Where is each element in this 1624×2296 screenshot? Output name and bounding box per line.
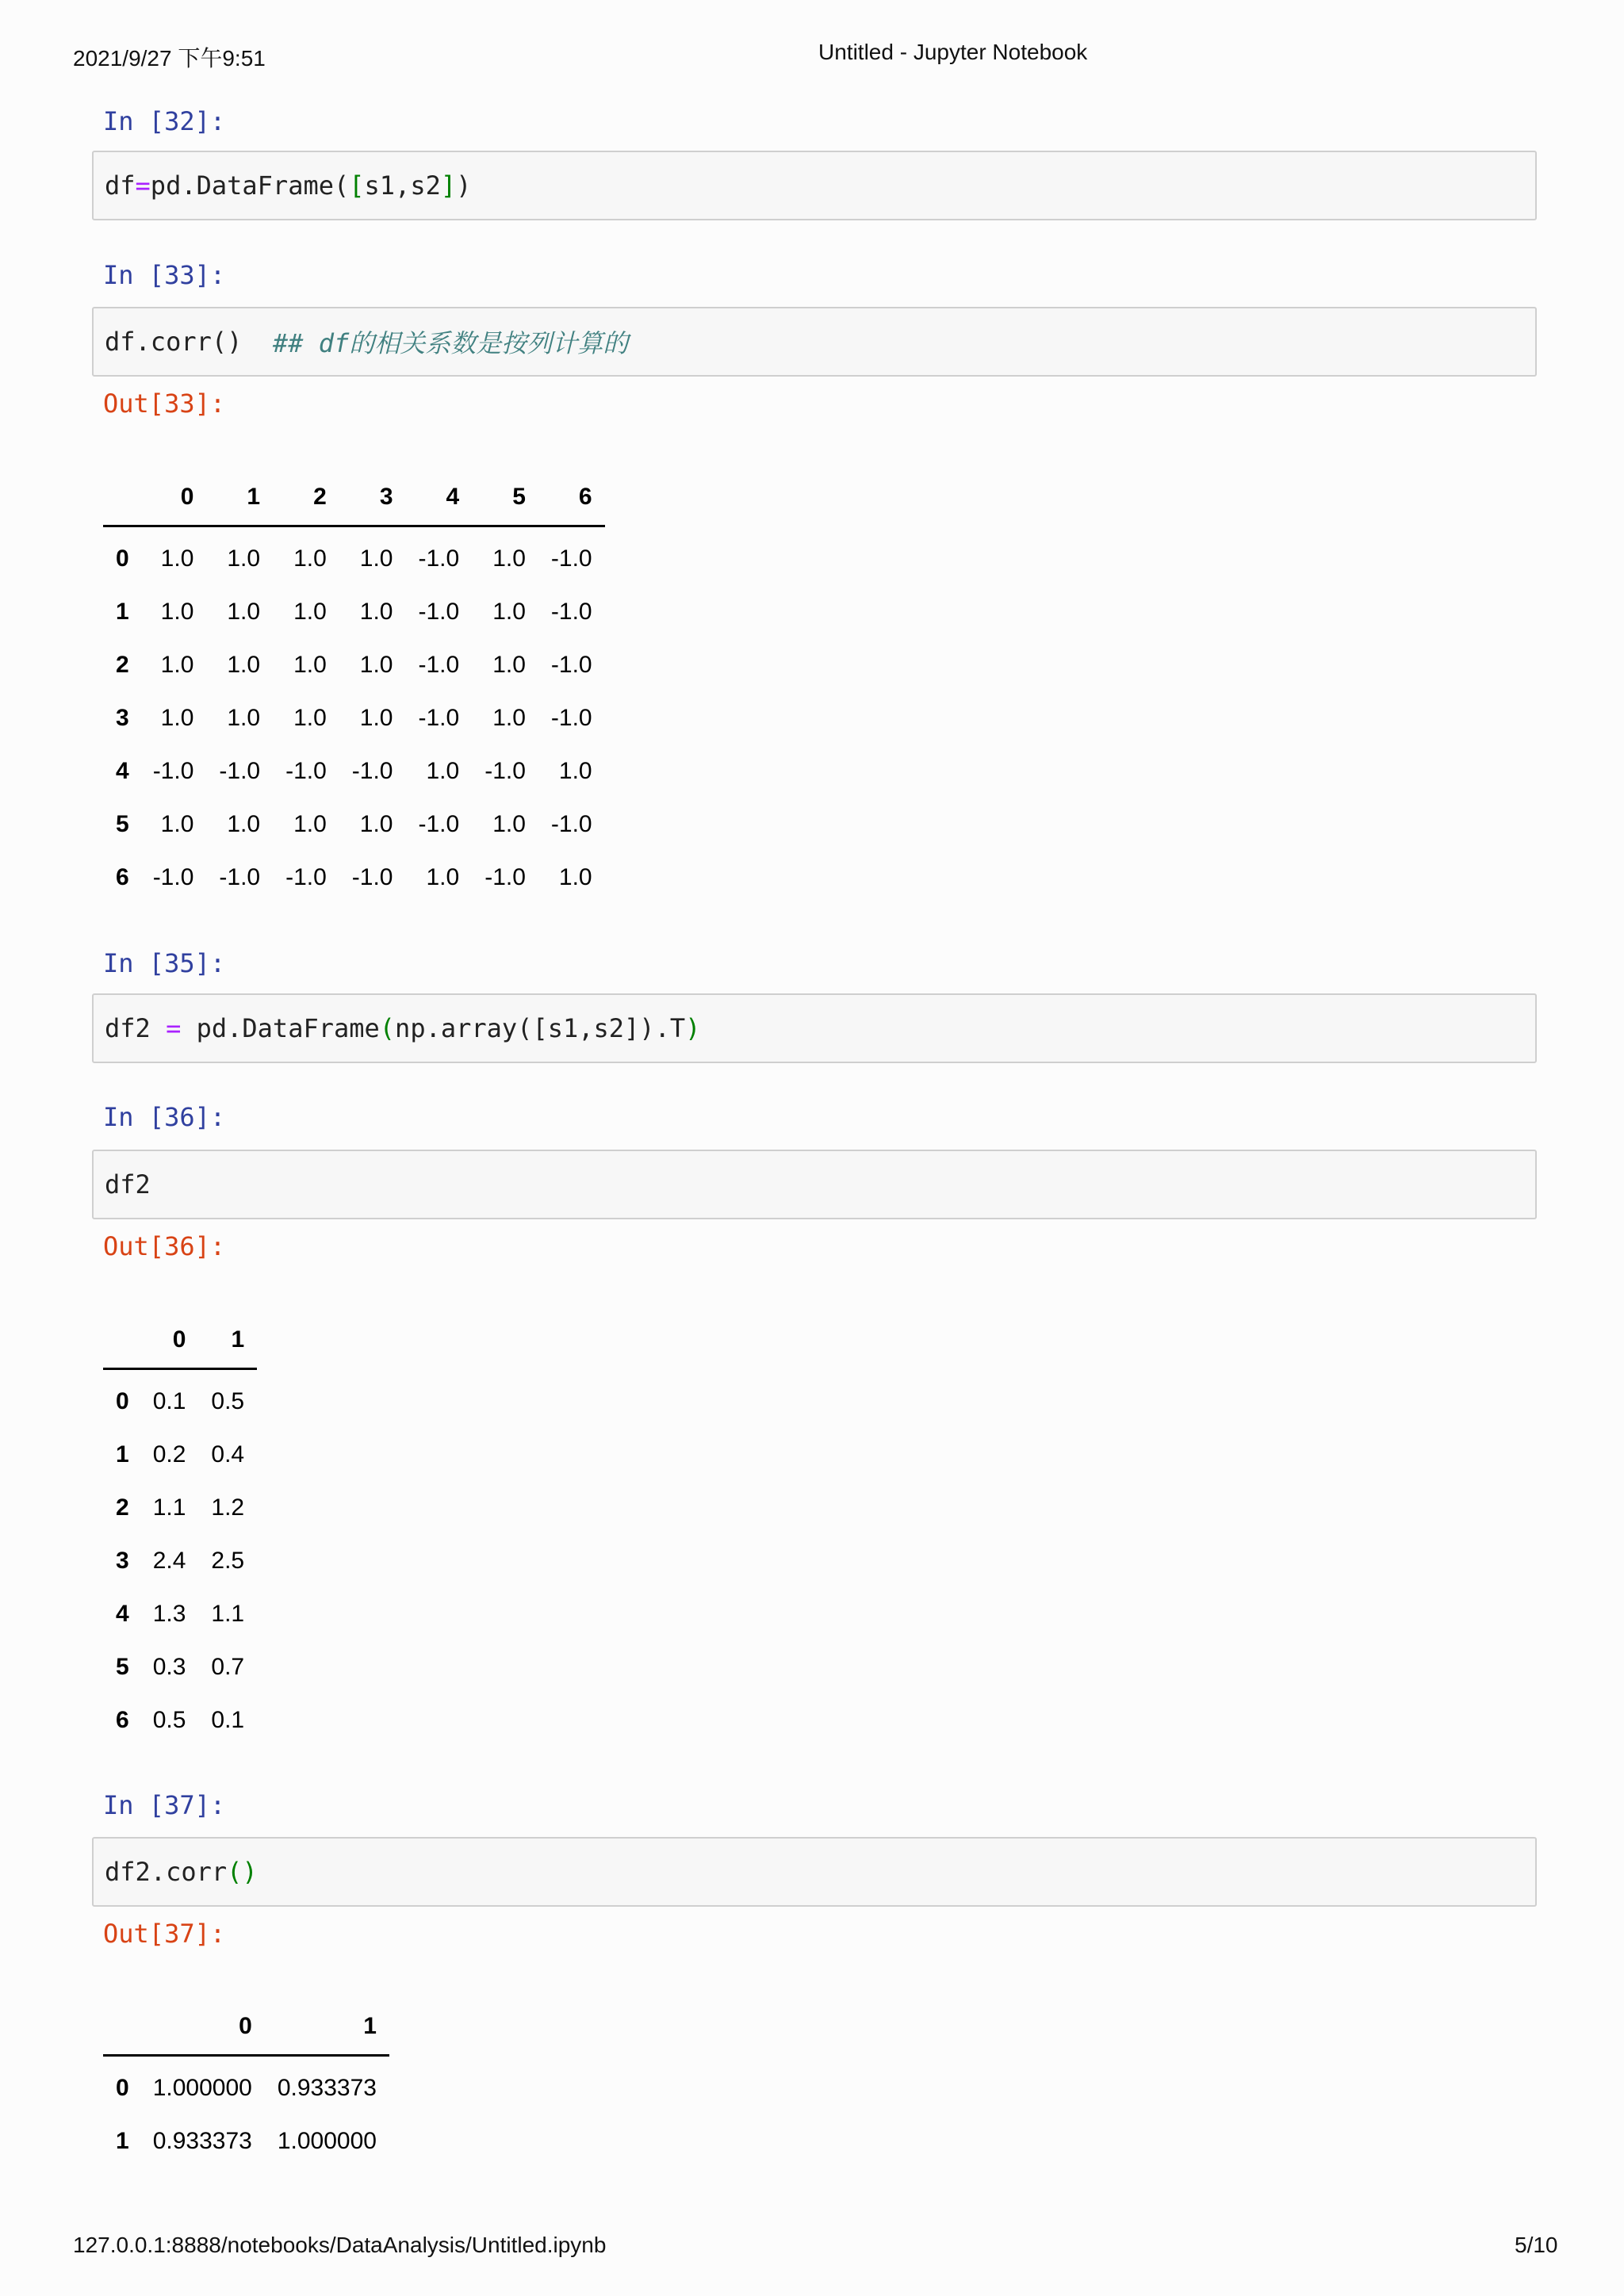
table-cell: 1.3 — [152, 1600, 186, 1627]
input-prompt: In [33]: — [103, 260, 226, 290]
table-cell: 1.0 — [492, 545, 526, 572]
input-prompt: In [37]: — [103, 1790, 226, 1820]
row-index: 5 — [116, 810, 129, 837]
table-row — [103, 1640, 257, 1693]
table-cell: -1.0 — [418, 810, 460, 837]
code-token: pd.DataFrame — [181, 1013, 380, 1043]
code-token: ( — [379, 1013, 396, 1043]
table-cell: 1.0 — [227, 810, 261, 837]
column-header: 6 — [538, 469, 605, 526]
table-cell: 0.5 — [152, 1706, 186, 1733]
table-cell: 0.2 — [152, 1441, 186, 1468]
code-cell[interactable] — [92, 151, 1537, 220]
row-index: 4 — [116, 1600, 129, 1627]
column-header: 3 — [339, 469, 406, 526]
table-cell: -1.0 — [485, 863, 526, 890]
row-index: 0 — [116, 2074, 129, 2101]
table-cell: 1.0 — [492, 810, 526, 837]
input-prompt: In [35]: — [103, 948, 226, 978]
table-cell: 1.0 — [492, 598, 526, 625]
print-datetime: 2021/9/27 下午9:51 — [73, 46, 266, 71]
code-token: s1,s2 — [364, 170, 441, 201]
table-row — [103, 1369, 257, 1429]
table-cell: 1.0 — [293, 545, 327, 572]
table-cell: 1.0 — [492, 651, 526, 678]
print-page-number: 5/10 — [1515, 2233, 1558, 2257]
table-cell: 1.2 — [211, 1494, 245, 1521]
table-cell: -1.0 — [418, 598, 460, 625]
table-cell: 0.1 — [152, 1387, 186, 1414]
table-cell: 0.933373 — [152, 2127, 252, 2154]
row-index: 1 — [116, 598, 129, 625]
code-cell[interactable] — [92, 307, 1537, 377]
row-index: 3 — [116, 1547, 129, 1574]
row-index: 3 — [116, 704, 129, 731]
table-row — [103, 798, 605, 851]
table-cell: -1.0 — [550, 598, 592, 625]
table-corner — [103, 1999, 140, 2056]
table-cell: -1.0 — [418, 651, 460, 678]
table-row — [103, 744, 605, 798]
table-row — [103, 1534, 257, 1587]
row-index: 6 — [116, 1706, 129, 1733]
row-index: 4 — [116, 757, 129, 784]
table-cell: 1.0 — [426, 757, 460, 784]
table-cell: 1.0 — [359, 545, 393, 572]
table-row — [103, 851, 605, 904]
table-cell: 1.0 — [293, 810, 327, 837]
table-cell: 1.1 — [211, 1600, 245, 1627]
table-cell: 1.0 — [359, 704, 393, 731]
code-token: ) — [685, 1013, 701, 1043]
table-cell: 0.3 — [152, 1653, 186, 1680]
column-header: 5 — [472, 469, 538, 526]
code-cell[interactable] — [92, 993, 1537, 1063]
table-cell: -1.0 — [351, 757, 393, 784]
table-row — [103, 526, 605, 586]
code-cell[interactable] — [92, 1837, 1537, 1907]
code-token: = — [135, 170, 151, 201]
table-cell: 0.933373 — [277, 2074, 377, 2101]
code-token: df — [105, 170, 136, 201]
row-index: 1 — [116, 1441, 129, 1468]
input-prompt: In [36]: — [103, 1102, 226, 1132]
table-row — [103, 638, 605, 691]
column-header: 0 — [140, 1312, 199, 1369]
table-cell: 1.0 — [227, 704, 261, 731]
table-cell: 0.5 — [211, 1387, 245, 1414]
table-cell: -1.0 — [351, 863, 393, 890]
column-header: 2 — [273, 469, 339, 526]
table-cell: 2.5 — [211, 1547, 245, 1574]
table-cell: 1.0 — [359, 651, 393, 678]
table-row — [103, 1693, 257, 1747]
table-cell: -1.0 — [550, 545, 592, 572]
table-cell: 1.0 — [160, 651, 194, 678]
table-cell: 1.0 — [293, 704, 327, 731]
table-cell: 1.0 — [160, 810, 194, 837]
table-cell: -1.0 — [285, 757, 327, 784]
table-cell: -1.0 — [152, 863, 194, 890]
table-cell: 1.0 — [160, 545, 194, 572]
row-index: 6 — [116, 863, 129, 890]
table-row — [103, 1428, 257, 1481]
output-prompt: Out[37]: — [103, 1919, 226, 1949]
table-cell: 1.0 — [359, 810, 393, 837]
dataframe-table-corr — [103, 469, 605, 904]
code-token: pd.DataFrame( — [150, 170, 350, 201]
table-cell: 1.000000 — [152, 2074, 252, 2101]
row-index: 5 — [116, 1653, 129, 1680]
table-cell: 1.0 — [227, 651, 261, 678]
table-cell: -1.0 — [418, 704, 460, 731]
table-cell: 1.000000 — [277, 2127, 377, 2154]
table-cell: 0.4 — [211, 1441, 245, 1468]
code-token: [ — [349, 170, 365, 201]
table-cell: -1.0 — [550, 810, 592, 837]
table-cell: -1.0 — [219, 757, 261, 784]
code-token: () — [227, 1857, 258, 1887]
dataframe-table-df2-corr — [103, 1999, 389, 2168]
table-cell: -1.0 — [285, 863, 327, 890]
table-cell: 1.0 — [558, 757, 592, 784]
table-corner — [103, 1312, 140, 1369]
table-cell: 1.0 — [160, 598, 194, 625]
table-cell: -1.0 — [219, 863, 261, 890]
column-header: 1 — [206, 469, 273, 526]
row-index: 2 — [116, 651, 129, 678]
table-cell: 1.0 — [293, 598, 327, 625]
code-cell[interactable] — [92, 1150, 1537, 1219]
table-cell: 1.1 — [152, 1494, 186, 1521]
column-header: 4 — [406, 469, 473, 526]
table-cell: 1.0 — [492, 704, 526, 731]
table-row — [103, 691, 605, 744]
code-token: df2 — [105, 1169, 151, 1200]
table-cell: 1.0 — [558, 863, 592, 890]
column-header: 0 — [140, 469, 207, 526]
code-token: = — [166, 1013, 182, 1043]
code-token: df2.corr — [105, 1857, 228, 1887]
output-prompt: Out[36]: — [103, 1231, 226, 1261]
column-header: 1 — [265, 1999, 389, 2056]
input-prompt: In [32]: — [103, 106, 226, 136]
code-token: df2 — [105, 1013, 167, 1043]
output-prompt: Out[33]: — [103, 388, 226, 419]
row-index: 2 — [116, 1494, 129, 1521]
table-cell: 1.0 — [426, 863, 460, 890]
table-cell: 2.4 — [152, 1547, 186, 1574]
table-cell: 1.0 — [160, 704, 194, 731]
table-cell: 1.0 — [227, 598, 261, 625]
row-index: 1 — [116, 2127, 129, 2154]
table-row — [103, 2114, 389, 2168]
table-cell: -1.0 — [550, 651, 592, 678]
table-cell: -1.0 — [485, 757, 526, 784]
table-cell: 0.7 — [211, 1653, 245, 1680]
row-index: 0 — [116, 1387, 129, 1414]
row-index: 0 — [116, 545, 129, 572]
table-cell: 1.0 — [359, 598, 393, 625]
table-cell: 1.0 — [293, 651, 327, 678]
table-row — [103, 1587, 257, 1640]
table-cell: 1.0 — [227, 545, 261, 572]
code-token: df.corr() — [105, 327, 273, 357]
table-row — [103, 1481, 257, 1534]
code-token: ## df的相关系数是按列计算的 — [272, 328, 629, 358]
code-token: np.array([s1,s2]).T — [395, 1013, 686, 1043]
table-corner — [103, 469, 140, 526]
column-header: 1 — [198, 1312, 257, 1369]
table-cell: -1.0 — [418, 545, 460, 572]
print-url: 127.0.0.1:8888/notebooks/DataAnalysis/Untitled.ipynb — [73, 2233, 607, 2257]
dataframe-table-df2 — [103, 1312, 257, 1747]
table-cell: 0.1 — [211, 1706, 245, 1733]
table-row — [103, 585, 605, 638]
column-header: 0 — [140, 1999, 265, 2056]
code-token: ] — [440, 170, 457, 201]
table-cell: -1.0 — [152, 757, 194, 784]
table-cell: -1.0 — [550, 704, 592, 731]
print-page-title: Untitled - Jupyter Notebook — [818, 40, 1088, 64]
code-token: ) — [456, 170, 472, 201]
table-row — [103, 2056, 389, 2115]
